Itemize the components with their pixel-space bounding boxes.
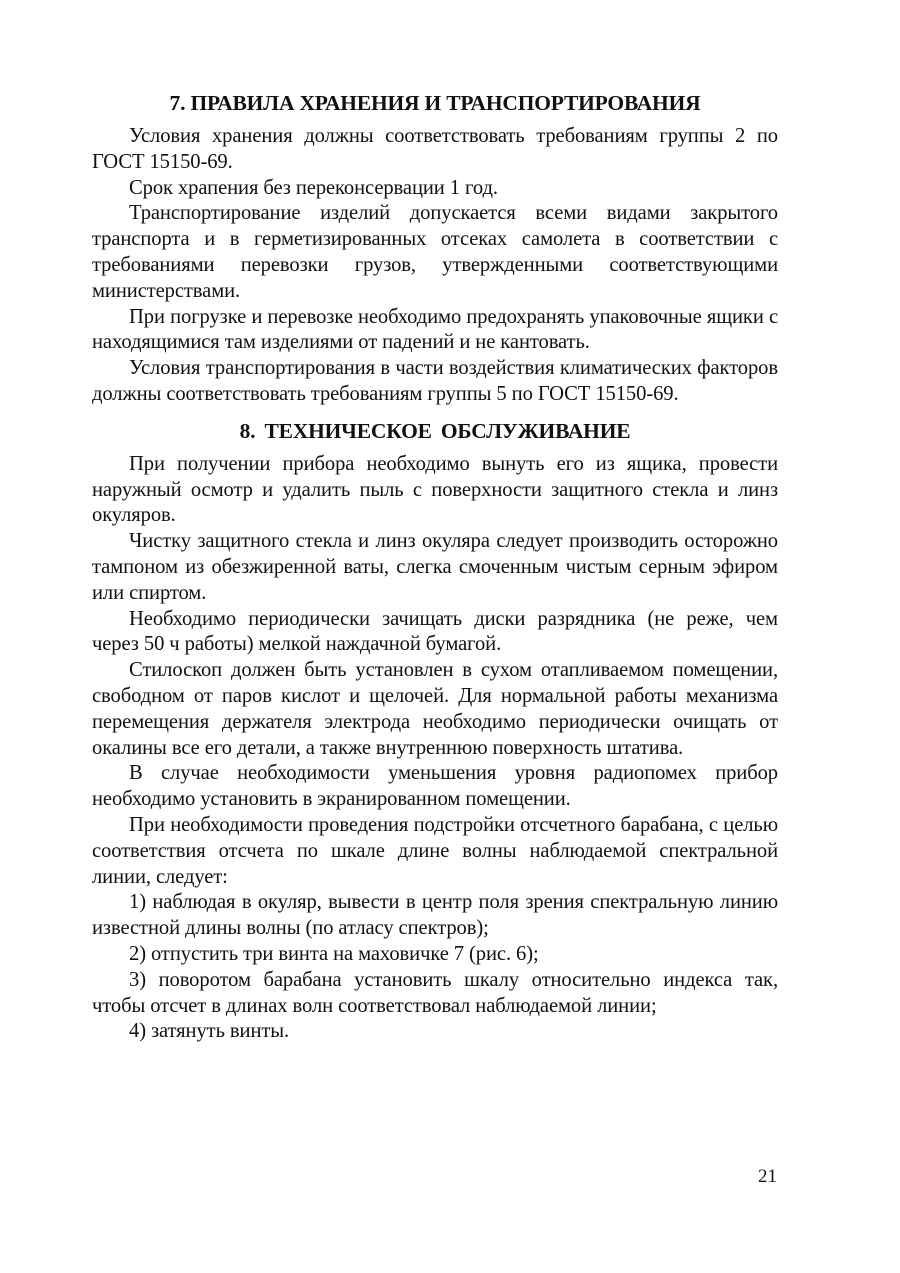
paragraph: Транспортирование изделий допускается всеми видами закрытого транспорта и в герметизированных отсеках самолета в соответствии с требованиями перевозки грузов, утвержденными соответствующими министерствами. (92, 202, 778, 302)
section-storage-transport (92, 88, 778, 408)
page-number: 21 (758, 1166, 777, 1187)
section-7-heading: 7. ПРАВИЛА ХРАНЕНИЯ И ТРАНСПОРТИРОВАНИЯ (169, 91, 701, 115)
procedure-step: 3) поворотом барабана установить шкалу относительно индекса так, чтобы отсчет в длинах волн соответствовал наблюдаемой линии; (92, 968, 778, 1017)
paragraph: Чистку защитного стекла и линз окуляра следует производить осторожно тампоном из обезжиренной ваты, слегка смоченным чистым серным эфиром или спиртом. (92, 530, 778, 604)
section-8-heading: 8. ТЕХНИЧЕСКОЕ ОБСЛУЖИВАНИЕ (239, 418, 631, 443)
paragraph: Необходимо периодически зачищать диски разрядника (не реже, чем через 50 ч работы) мелкой наждачной бумагой. (92, 607, 778, 656)
document-page (92, 88, 778, 1045)
procedure-steps (92, 890, 778, 1045)
paragraph: Условия транспортирования в части воздействия климатических факторов должны соответствовать требованиям группы 5 по ГОСТ 15150-69. (92, 357, 778, 405)
paragraph: Стилоскоп должен быть установлен в сухом отапливаемом помещении, свободном от паров кислот и щелочей. Для нормальной работы механизма перемещения держателя электрода необходимо периодически очищать от окалины все его детали, а также внутреннюю поверхность штатива. (92, 659, 778, 759)
paragraph: Срок храпения без переконсервации 1 год. (129, 176, 498, 199)
section-maintenance (92, 416, 778, 1045)
procedure-step: 1) наблюдая в окуляр, вывести в центр поля зрения спектральную линию известной длины волны (по атласу спектров); (92, 891, 778, 940)
paragraph: При получении прибора необходимо вынуть его из ящика, провести наружный осмотр и удалить пыль с поверхности защитного стекла и линз окуляров. (92, 452, 778, 527)
paragraph: Условия хранения должны соответствовать требованиям группы 2 по ГОСТ 15150-69. (92, 125, 778, 173)
paragraph: В случае необходимости уменьшения уровня радиопомех прибор необходимо установить в экранированном помещении. (92, 762, 778, 811)
paragraph: При необходимости проведения подстройки отсчетного барабана, с целью соответствия отсчета по шкале длине волны наблюдаемой спектральной линии, следует: (92, 813, 778, 888)
paragraph: При погрузке и перевозке необходимо предохранять упаковочные ящики с находящимися там изделиями от падений и не кантовать. (92, 305, 778, 354)
procedure-step: 2) отпустить три винта на маховичке 7 (рис. 6); (129, 942, 539, 965)
procedure-step: 4) затянуть винты. (129, 1020, 290, 1043)
